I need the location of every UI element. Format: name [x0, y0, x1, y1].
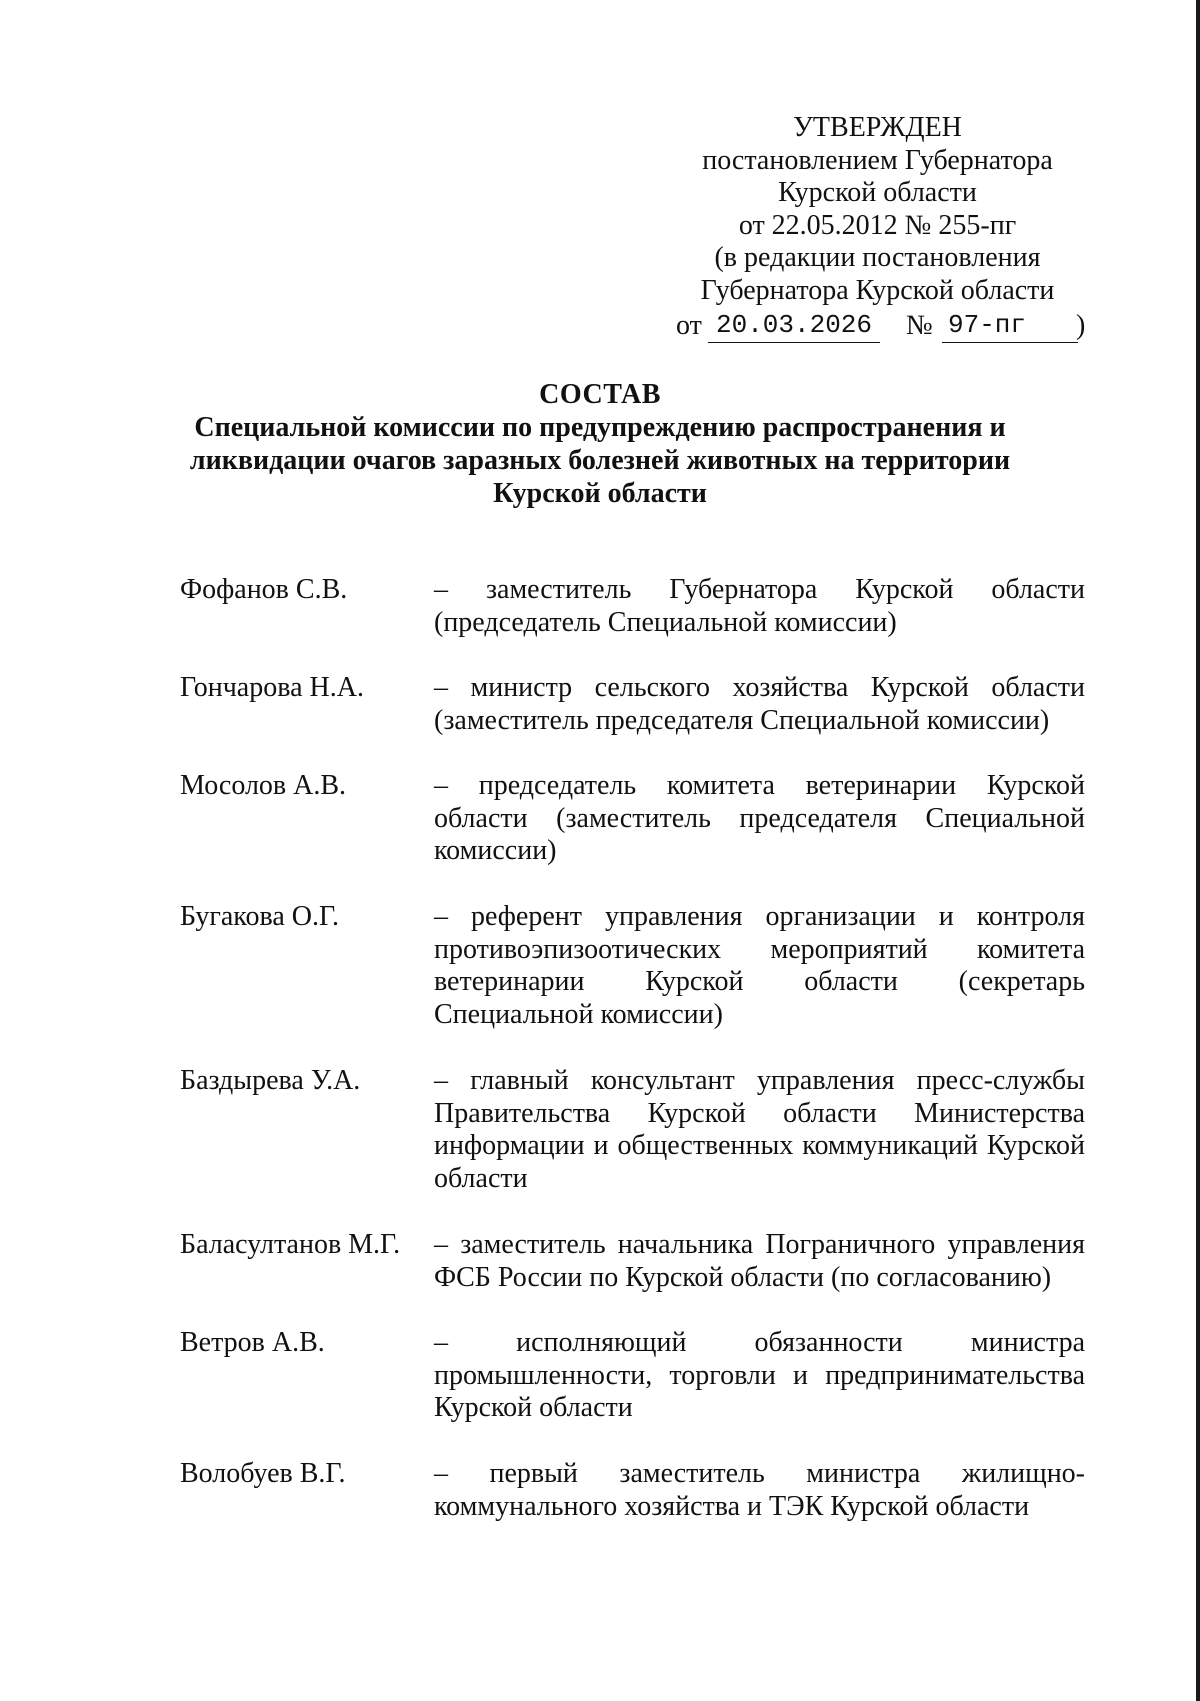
member-row: [180, 1458, 1085, 1556]
member-role: – министр сельского хозяйства Курской области (заместитель председателя Специальной комиссии): [434, 672, 1085, 736]
approval-line: (в редакции постановления: [714, 242, 1041, 273]
member-role: – заместитель Губернатора Курской области (председатель Специальной комиссии): [434, 574, 1085, 638]
member-row: [180, 901, 1085, 1065]
member-row: [180, 672, 1085, 770]
page-edge-border: [1196, 0, 1200, 1701]
member-row: [180, 1065, 1085, 1229]
approval-line: постановлением Губернатора: [702, 144, 1053, 176]
member-name: Баласултанов М.Г.: [180, 1229, 401, 1260]
member-name: Ветров А.В.: [180, 1327, 325, 1358]
member-role: – председатель комитета ветеринарии Курской области (заместитель председателя Специальной комиссии): [434, 770, 1085, 866]
approval-heading: УТВЕРЖДЕН: [793, 112, 962, 143]
redaction-from-label: от: [676, 310, 702, 341]
member-name: Волобуев В.Г.: [180, 1458, 346, 1489]
title-line: Курской области: [493, 478, 707, 509]
member-row: [180, 1327, 1085, 1458]
approval-line: от 22.05.2012 № 255-пг: [738, 209, 1017, 241]
member-name: Мосолов А.В.: [180, 770, 347, 801]
redaction-date: 20.03.2026: [708, 310, 880, 343]
member-role: – исполняющий обязанности министра промышленности, торговли и предпринимательства Курской области: [434, 1327, 1085, 1423]
redaction-number: 97-пг: [942, 310, 1078, 343]
title-line: Специальной комиссии по предупреждению распространения и: [194, 412, 1006, 443]
member-name: Баздырева У.А.: [180, 1065, 361, 1096]
member-role: – первый заместитель министра жилищно-коммунального хозяйства и ТЭК Курской области: [434, 1458, 1085, 1522]
title-line: ликвидации очагов заразных болезней животных на территории: [189, 445, 1011, 476]
member-row: [180, 770, 1085, 901]
redaction-number-label: №: [906, 310, 933, 341]
member-name: Гончарова Н.А.: [180, 672, 364, 703]
title-heading: СОСТАВ: [539, 379, 661, 410]
redaction-date-line: [676, 310, 1096, 348]
member-role: – заместитель начальника Пограничного управления ФСБ России по Курской области (по согласованию): [434, 1229, 1085, 1293]
approval-line: Губернатора Курской области: [700, 274, 1055, 306]
approval-stamp: [675, 112, 1080, 307]
member-row: [180, 574, 1085, 672]
member-role: – референт управления организации и контроля противоэпизоотических мероприятий комитета ветеринарии Курской области (секретарь Специальной комиссии): [434, 901, 1085, 1030]
member-name: Бугакова О.Г.: [180, 901, 340, 932]
redaction-closing: ): [1076, 310, 1086, 341]
members-list: [180, 574, 1085, 1556]
member-name: Фофанов С.В.: [180, 574, 348, 605]
document-title: [150, 378, 1050, 510]
approval-line: Курской области: [778, 177, 977, 208]
member-role: – главный консультант управления пресс-службы Правительства Курской области Министерства информации и общественных коммуникаций Курской области: [434, 1065, 1085, 1194]
member-row: [180, 1229, 1085, 1327]
